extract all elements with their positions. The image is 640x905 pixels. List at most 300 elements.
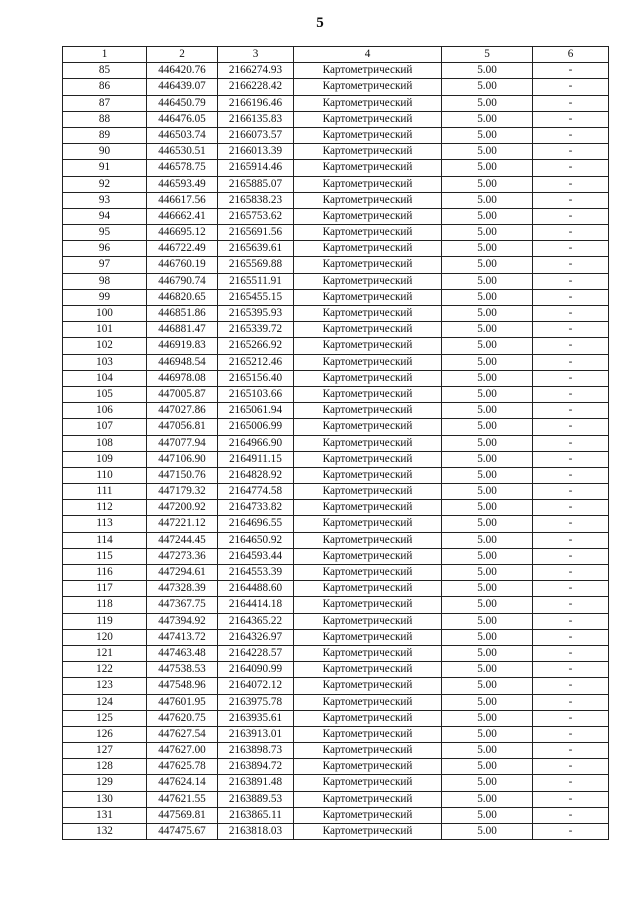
note-cell: - <box>533 354 609 370</box>
y-coordinate-cell: 2164414.18 <box>218 597 294 613</box>
note-cell: - <box>533 63 609 79</box>
x-coordinate-cell: 447200.92 <box>147 500 218 516</box>
x-coordinate-cell: 447538.53 <box>147 662 218 678</box>
x-coordinate-cell: 446476.05 <box>147 111 218 127</box>
y-coordinate-cell: 2166274.93 <box>218 63 294 79</box>
method-cell: Картометрический <box>294 63 442 79</box>
method-cell: Картометрический <box>294 484 442 500</box>
x-coordinate-cell: 446760.19 <box>147 257 218 273</box>
x-coordinate-cell: 446420.76 <box>147 63 218 79</box>
y-coordinate-cell: 2166073.57 <box>218 127 294 143</box>
y-coordinate-cell: 2164593.44 <box>218 548 294 564</box>
page-number: 5 <box>316 15 324 31</box>
method-cell: Картометрический <box>294 678 442 694</box>
note-cell: - <box>533 144 609 160</box>
x-coordinate-cell: 447367.75 <box>147 597 218 613</box>
method-cell: Картометрический <box>294 225 442 241</box>
y-coordinate-cell: 2165266.92 <box>218 338 294 354</box>
accuracy-cell: 5.00 <box>442 95 533 111</box>
note-cell: - <box>533 95 609 111</box>
table-row <box>63 597 609 613</box>
y-coordinate-cell: 2164228.57 <box>218 645 294 661</box>
method-cell: Картометрический <box>294 775 442 791</box>
table-row <box>63 273 609 289</box>
method-cell: Картометрический <box>294 743 442 759</box>
y-coordinate-cell: 2165691.56 <box>218 225 294 241</box>
accuracy-cell: 5.00 <box>442 127 533 143</box>
x-coordinate-cell: 446978.08 <box>147 370 218 386</box>
note-cell: - <box>533 484 609 500</box>
note-cell: - <box>533 775 609 791</box>
accuracy-cell: 5.00 <box>442 257 533 273</box>
accuracy-cell: 5.00 <box>442 791 533 807</box>
x-coordinate-cell: 446662.41 <box>147 208 218 224</box>
method-cell: Картометрический <box>294 289 442 305</box>
method-cell: Картометрический <box>294 257 442 273</box>
accuracy-cell: 5.00 <box>442 565 533 581</box>
y-coordinate-cell: 2165914.46 <box>218 160 294 176</box>
accuracy-cell: 5.00 <box>442 807 533 823</box>
note-cell: - <box>533 257 609 273</box>
x-coordinate-cell: 446948.54 <box>147 354 218 370</box>
x-coordinate-cell: 446593.49 <box>147 176 218 192</box>
table-row <box>63 581 609 597</box>
method-cell: Картометрический <box>294 645 442 661</box>
point-number-cell: 127 <box>63 743 147 759</box>
table-row <box>63 467 609 483</box>
x-coordinate-cell: 446530.51 <box>147 144 218 160</box>
x-coordinate-cell: 447621.55 <box>147 791 218 807</box>
accuracy-cell: 5.00 <box>442 435 533 451</box>
y-coordinate-cell: 2164553.39 <box>218 565 294 581</box>
y-coordinate-cell: 2163975.78 <box>218 694 294 710</box>
accuracy-cell: 5.00 <box>442 111 533 127</box>
method-cell: Картометрический <box>294 824 442 840</box>
table-row <box>63 775 609 791</box>
method-cell: Картометрический <box>294 306 442 322</box>
note-cell: - <box>533 451 609 467</box>
accuracy-cell: 5.00 <box>442 597 533 613</box>
point-number-cell: 100 <box>63 306 147 322</box>
table-row <box>63 144 609 160</box>
accuracy-cell: 5.00 <box>442 824 533 840</box>
accuracy-cell: 5.00 <box>442 225 533 241</box>
table-row <box>63 386 609 402</box>
x-coordinate-cell: 447077.94 <box>147 435 218 451</box>
table-row <box>63 500 609 516</box>
table-row <box>63 710 609 726</box>
note-cell: - <box>533 743 609 759</box>
table-row <box>63 419 609 435</box>
accuracy-cell: 5.00 <box>442 516 533 532</box>
y-coordinate-cell: 2163818.03 <box>218 824 294 840</box>
method-cell: Картометрический <box>294 629 442 645</box>
point-number-cell: 109 <box>63 451 147 467</box>
accuracy-cell: 5.00 <box>442 743 533 759</box>
y-coordinate-cell: 2163891.48 <box>218 775 294 791</box>
accuracy-cell: 5.00 <box>442 403 533 419</box>
y-coordinate-cell: 2165569.88 <box>218 257 294 273</box>
x-coordinate-cell: 447294.61 <box>147 565 218 581</box>
point-number-cell: 105 <box>63 386 147 402</box>
x-coordinate-cell: 447601.95 <box>147 694 218 710</box>
accuracy-cell: 5.00 <box>442 662 533 678</box>
x-coordinate-cell: 447056.81 <box>147 419 218 435</box>
point-number-cell: 125 <box>63 710 147 726</box>
x-coordinate-cell: 446820.65 <box>147 289 218 305</box>
point-number-cell: 128 <box>63 759 147 775</box>
method-cell: Картометрический <box>294 111 442 127</box>
y-coordinate-cell: 2165339.72 <box>218 322 294 338</box>
note-cell: - <box>533 111 609 127</box>
y-coordinate-cell: 2166135.83 <box>218 111 294 127</box>
x-coordinate-cell: 446722.49 <box>147 241 218 257</box>
accuracy-cell: 5.00 <box>442 467 533 483</box>
note-cell: - <box>533 306 609 322</box>
method-cell: Картометрический <box>294 532 442 548</box>
note-cell: - <box>533 500 609 516</box>
note-cell: - <box>533 694 609 710</box>
table-body <box>63 63 609 840</box>
table-row <box>63 403 609 419</box>
point-number-cell: 116 <box>63 565 147 581</box>
point-number-cell: 89 <box>63 127 147 143</box>
note-cell: - <box>533 565 609 581</box>
point-number-cell: 112 <box>63 500 147 516</box>
note-cell: - <box>533 759 609 775</box>
column-header: 1 <box>63 47 147 63</box>
table-row <box>63 824 609 840</box>
method-cell: Картометрический <box>294 241 442 257</box>
column-header: 3 <box>218 47 294 63</box>
table-row <box>63 807 609 823</box>
method-cell: Картометрический <box>294 807 442 823</box>
method-cell: Картометрический <box>294 370 442 386</box>
accuracy-cell: 5.00 <box>442 645 533 661</box>
y-coordinate-cell: 2165006.99 <box>218 419 294 435</box>
column-header: 4 <box>294 47 442 63</box>
accuracy-cell: 5.00 <box>442 241 533 257</box>
accuracy-cell: 5.00 <box>442 63 533 79</box>
x-coordinate-cell: 447413.72 <box>147 629 218 645</box>
y-coordinate-cell: 2165103.66 <box>218 386 294 402</box>
point-number-cell: 86 <box>63 79 147 95</box>
y-coordinate-cell: 2163894.72 <box>218 759 294 775</box>
method-cell: Картометрический <box>294 451 442 467</box>
note-cell: - <box>533 208 609 224</box>
point-number-cell: 122 <box>63 662 147 678</box>
accuracy-cell: 5.00 <box>442 710 533 726</box>
table-row <box>63 111 609 127</box>
accuracy-cell: 5.00 <box>442 613 533 629</box>
method-cell: Картометрический <box>294 516 442 532</box>
method-cell: Картометрический <box>294 710 442 726</box>
y-coordinate-cell: 2165753.62 <box>218 208 294 224</box>
note-cell: - <box>533 807 609 823</box>
x-coordinate-cell: 447106.90 <box>147 451 218 467</box>
accuracy-cell: 5.00 <box>442 775 533 791</box>
column-header: 2 <box>147 47 218 63</box>
y-coordinate-cell: 2164650.92 <box>218 532 294 548</box>
table-row <box>63 95 609 111</box>
table-row <box>63 257 609 273</box>
table-row <box>63 565 609 581</box>
point-number-cell: 90 <box>63 144 147 160</box>
method-cell: Картометрический <box>294 338 442 354</box>
coordinates-table <box>62 46 609 840</box>
method-cell: Картометрический <box>294 613 442 629</box>
point-number-cell: 111 <box>63 484 147 500</box>
point-number-cell: 130 <box>63 791 147 807</box>
table-row <box>63 192 609 208</box>
accuracy-cell: 5.00 <box>442 419 533 435</box>
note-cell: - <box>533 289 609 305</box>
x-coordinate-cell: 447548.96 <box>147 678 218 694</box>
accuracy-cell: 5.00 <box>442 176 533 192</box>
point-number-cell: 131 <box>63 807 147 823</box>
accuracy-cell: 5.00 <box>442 451 533 467</box>
note-cell: - <box>533 403 609 419</box>
note-cell: - <box>533 160 609 176</box>
point-number-cell: 126 <box>63 726 147 742</box>
point-number-cell: 121 <box>63 645 147 661</box>
point-number-cell: 85 <box>63 63 147 79</box>
point-number-cell: 97 <box>63 257 147 273</box>
method-cell: Картометрический <box>294 565 442 581</box>
x-coordinate-cell: 447475.67 <box>147 824 218 840</box>
method-cell: Картометрический <box>294 273 442 289</box>
accuracy-cell: 5.00 <box>442 289 533 305</box>
y-coordinate-cell: 2164966.90 <box>218 435 294 451</box>
x-coordinate-cell: 447627.54 <box>147 726 218 742</box>
x-coordinate-cell: 447328.39 <box>147 581 218 597</box>
x-coordinate-cell: 447150.76 <box>147 467 218 483</box>
table-row <box>63 208 609 224</box>
x-coordinate-cell: 446851.86 <box>147 306 218 322</box>
note-cell: - <box>533 176 609 192</box>
y-coordinate-cell: 2165061.94 <box>218 403 294 419</box>
table-row <box>63 176 609 192</box>
table-row <box>63 613 609 629</box>
y-coordinate-cell: 2166228.42 <box>218 79 294 95</box>
y-coordinate-cell: 2164911.15 <box>218 451 294 467</box>
point-number-cell: 88 <box>63 111 147 127</box>
x-coordinate-cell: 446617.56 <box>147 192 218 208</box>
method-cell: Картометрический <box>294 160 442 176</box>
accuracy-cell: 5.00 <box>442 354 533 370</box>
point-number-cell: 102 <box>63 338 147 354</box>
table-row <box>63 629 609 645</box>
note-cell: - <box>533 386 609 402</box>
y-coordinate-cell: 2163889.53 <box>218 791 294 807</box>
accuracy-cell: 5.00 <box>442 759 533 775</box>
y-coordinate-cell: 2164696.55 <box>218 516 294 532</box>
table-row <box>63 322 609 338</box>
point-number-cell: 117 <box>63 581 147 597</box>
point-number-cell: 95 <box>63 225 147 241</box>
note-cell: - <box>533 127 609 143</box>
accuracy-cell: 5.00 <box>442 144 533 160</box>
accuracy-cell: 5.00 <box>442 338 533 354</box>
method-cell: Картометрический <box>294 662 442 678</box>
x-coordinate-cell: 447627.00 <box>147 743 218 759</box>
method-cell: Картометрический <box>294 548 442 564</box>
y-coordinate-cell: 2165838.23 <box>218 192 294 208</box>
x-coordinate-cell: 446881.47 <box>147 322 218 338</box>
table-row <box>63 791 609 807</box>
y-coordinate-cell: 2165212.46 <box>218 354 294 370</box>
note-cell: - <box>533 419 609 435</box>
note-cell: - <box>533 225 609 241</box>
table-row <box>63 306 609 322</box>
y-coordinate-cell: 2165156.40 <box>218 370 294 386</box>
note-cell: - <box>533 824 609 840</box>
table-row <box>63 726 609 742</box>
note-cell: - <box>533 338 609 354</box>
note-cell: - <box>533 370 609 386</box>
x-coordinate-cell: 446503.74 <box>147 127 218 143</box>
table-row <box>63 743 609 759</box>
y-coordinate-cell: 2165511.91 <box>218 273 294 289</box>
y-coordinate-cell: 2164072.12 <box>218 678 294 694</box>
method-cell: Картометрический <box>294 144 442 160</box>
accuracy-cell: 5.00 <box>442 694 533 710</box>
y-coordinate-cell: 2165639.61 <box>218 241 294 257</box>
note-cell: - <box>533 435 609 451</box>
note-cell: - <box>533 516 609 532</box>
point-number-cell: 104 <box>63 370 147 386</box>
method-cell: Картометрический <box>294 176 442 192</box>
accuracy-cell: 5.00 <box>442 532 533 548</box>
x-coordinate-cell: 447244.45 <box>147 532 218 548</box>
note-cell: - <box>533 192 609 208</box>
y-coordinate-cell: 2164326.97 <box>218 629 294 645</box>
table-row <box>63 127 609 143</box>
accuracy-cell: 5.00 <box>442 629 533 645</box>
table-row <box>63 678 609 694</box>
table-row <box>63 662 609 678</box>
x-coordinate-cell: 447625.78 <box>147 759 218 775</box>
table-row <box>63 160 609 176</box>
method-cell: Картометрический <box>294 581 442 597</box>
point-number-cell: 124 <box>63 694 147 710</box>
x-coordinate-cell: 447394.92 <box>147 613 218 629</box>
table-row <box>63 225 609 241</box>
x-coordinate-cell: 447569.81 <box>147 807 218 823</box>
note-cell: - <box>533 273 609 289</box>
table-row <box>63 484 609 500</box>
method-cell: Картометрический <box>294 127 442 143</box>
y-coordinate-cell: 2163865.11 <box>218 807 294 823</box>
table-row <box>63 532 609 548</box>
note-cell: - <box>533 710 609 726</box>
note-cell: - <box>533 678 609 694</box>
accuracy-cell: 5.00 <box>442 208 533 224</box>
y-coordinate-cell: 2164733.82 <box>218 500 294 516</box>
y-coordinate-cell: 2166013.39 <box>218 144 294 160</box>
y-coordinate-cell: 2163898.73 <box>218 743 294 759</box>
x-coordinate-cell: 447620.75 <box>147 710 218 726</box>
method-cell: Картометрический <box>294 467 442 483</box>
method-cell: Картометрический <box>294 354 442 370</box>
note-cell: - <box>533 662 609 678</box>
y-coordinate-cell: 2164365.22 <box>218 613 294 629</box>
method-cell: Картометрический <box>294 759 442 775</box>
y-coordinate-cell: 2163913.01 <box>218 726 294 742</box>
method-cell: Картометрический <box>294 500 442 516</box>
point-number-cell: 115 <box>63 548 147 564</box>
y-coordinate-cell: 2164774.58 <box>218 484 294 500</box>
note-cell: - <box>533 645 609 661</box>
x-coordinate-cell: 446450.79 <box>147 95 218 111</box>
y-coordinate-cell: 2164488.60 <box>218 581 294 597</box>
method-cell: Картометрический <box>294 435 442 451</box>
accuracy-cell: 5.00 <box>442 192 533 208</box>
note-cell: - <box>533 791 609 807</box>
table-row <box>63 451 609 467</box>
point-number-cell: 99 <box>63 289 147 305</box>
method-cell: Картометрический <box>294 79 442 95</box>
table-row <box>63 354 609 370</box>
note-cell: - <box>533 467 609 483</box>
method-cell: Картометрический <box>294 419 442 435</box>
note-cell: - <box>533 79 609 95</box>
x-coordinate-cell: 447005.87 <box>147 386 218 402</box>
point-number-cell: 93 <box>63 192 147 208</box>
x-coordinate-cell: 447027.86 <box>147 403 218 419</box>
accuracy-cell: 5.00 <box>442 160 533 176</box>
accuracy-cell: 5.00 <box>442 306 533 322</box>
y-coordinate-cell: 2164828.92 <box>218 467 294 483</box>
y-coordinate-cell: 2165885.07 <box>218 176 294 192</box>
x-coordinate-cell: 447273.36 <box>147 548 218 564</box>
accuracy-cell: 5.00 <box>442 726 533 742</box>
table-row <box>63 759 609 775</box>
point-number-cell: 132 <box>63 824 147 840</box>
column-header: 5 <box>442 47 533 63</box>
column-header: 6 <box>533 47 609 63</box>
note-cell: - <box>533 532 609 548</box>
point-number-cell: 129 <box>63 775 147 791</box>
method-cell: Картометрический <box>294 726 442 742</box>
accuracy-cell: 5.00 <box>442 484 533 500</box>
point-number-cell: 119 <box>63 613 147 629</box>
y-coordinate-cell: 2163935.61 <box>218 710 294 726</box>
table-row <box>63 548 609 564</box>
x-coordinate-cell: 446578.75 <box>147 160 218 176</box>
accuracy-cell: 5.00 <box>442 370 533 386</box>
x-coordinate-cell: 447179.32 <box>147 484 218 500</box>
method-cell: Картометрический <box>294 597 442 613</box>
x-coordinate-cell: 446439.07 <box>147 79 218 95</box>
method-cell: Картометрический <box>294 208 442 224</box>
method-cell: Картометрический <box>294 694 442 710</box>
point-number-cell: 113 <box>63 516 147 532</box>
y-coordinate-cell: 2165395.93 <box>218 306 294 322</box>
method-cell: Картометрический <box>294 95 442 111</box>
x-coordinate-cell: 446695.12 <box>147 225 218 241</box>
table-row <box>63 645 609 661</box>
point-number-cell: 106 <box>63 403 147 419</box>
note-cell: - <box>533 629 609 645</box>
table-header-row <box>63 47 609 63</box>
point-number-cell: 101 <box>63 322 147 338</box>
table-row <box>63 289 609 305</box>
point-number-cell: 94 <box>63 208 147 224</box>
accuracy-cell: 5.00 <box>442 386 533 402</box>
point-number-cell: 118 <box>63 597 147 613</box>
x-coordinate-cell: 446919.83 <box>147 338 218 354</box>
